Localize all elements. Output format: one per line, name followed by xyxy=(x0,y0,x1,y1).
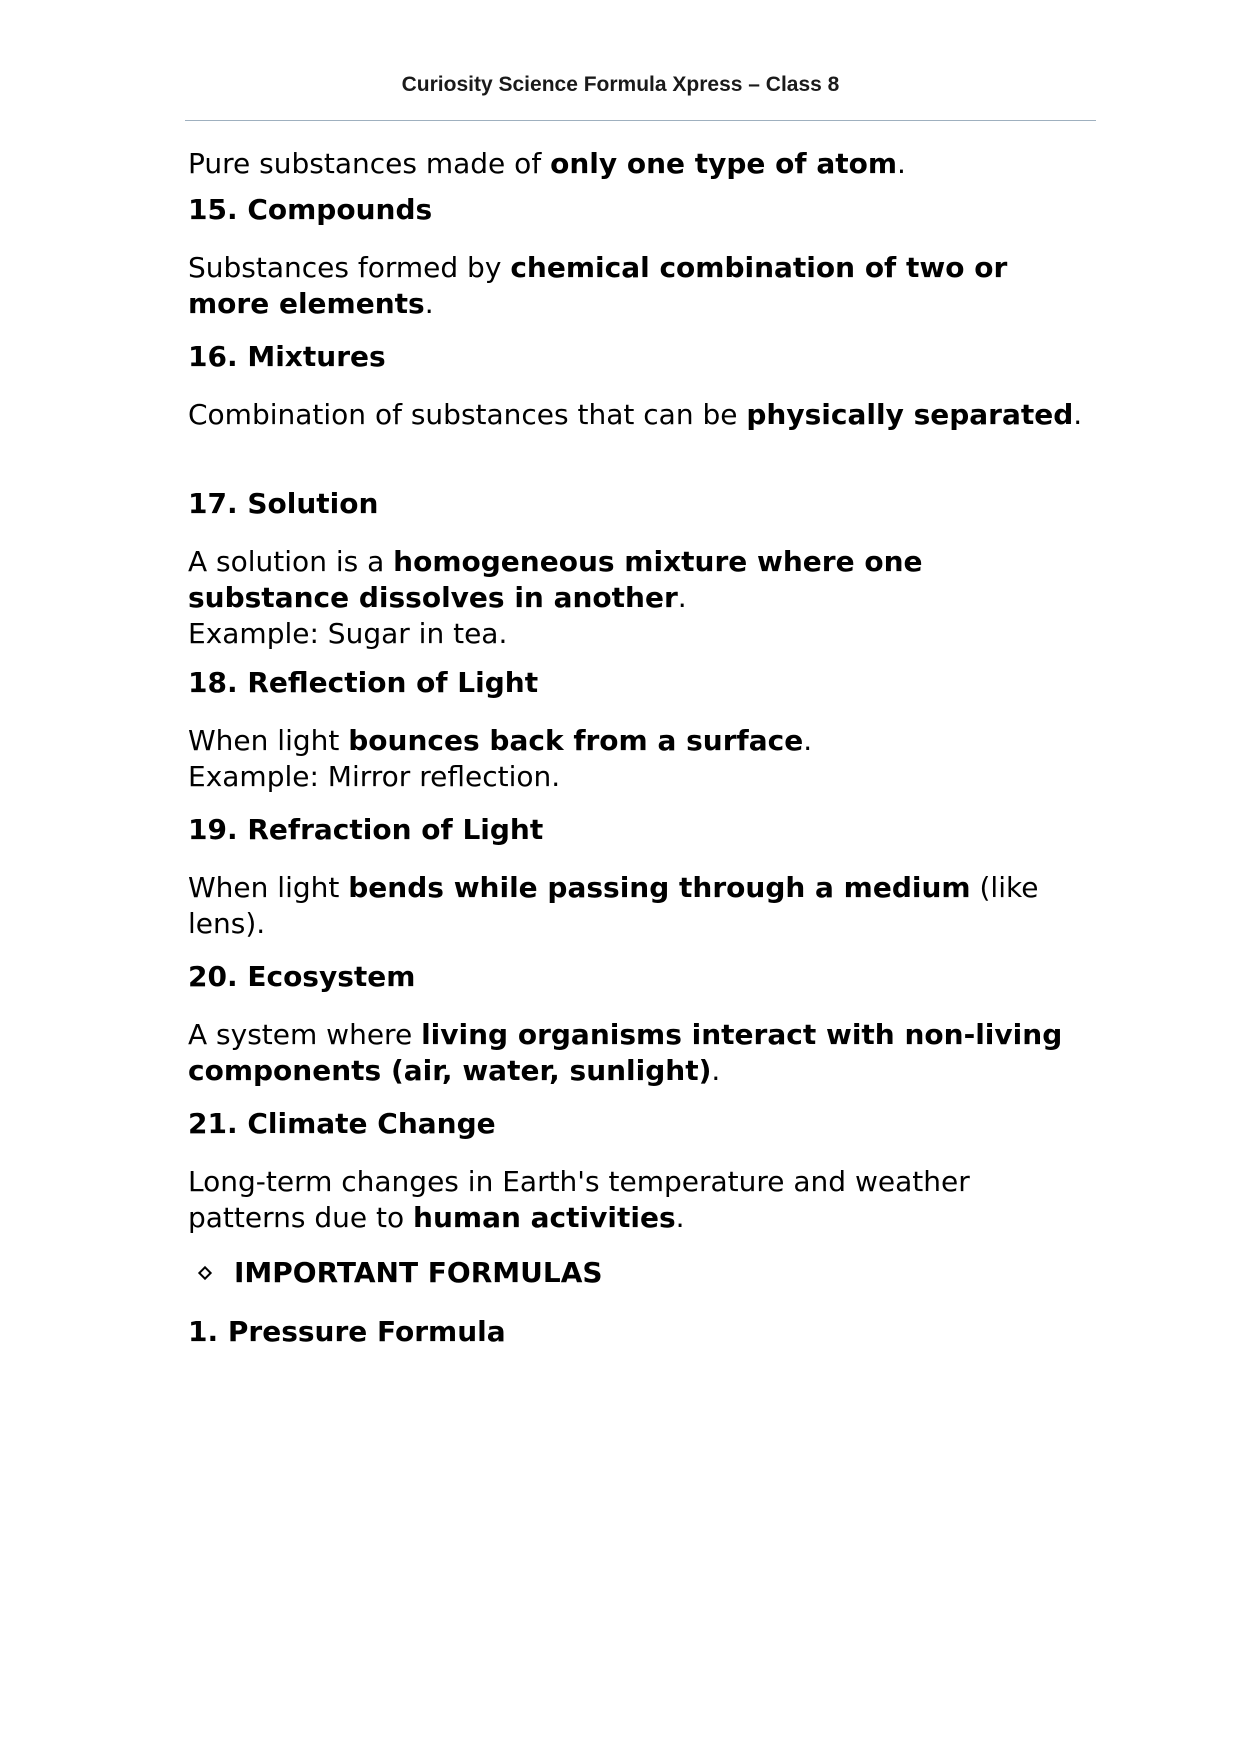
intro-bold: only one type of atom xyxy=(550,147,898,180)
body-end: . xyxy=(803,724,813,757)
header-divider xyxy=(185,120,1096,121)
section-heading: 17. Solution xyxy=(188,487,379,520)
formula-item-heading: 1. Pressure Formula xyxy=(188,1315,506,1348)
body-text: A solution is a xyxy=(188,545,394,578)
section-body xyxy=(188,397,1088,433)
section-body xyxy=(188,1164,1088,1236)
body-text: Substances formed by xyxy=(188,251,511,284)
body-bold: homogeneous mixture where one substance dissolves in another xyxy=(188,545,923,614)
body-text: A system where xyxy=(188,1018,422,1051)
intro-text: Pure substances made of xyxy=(188,147,551,180)
body-text: Combination of substances that can be xyxy=(188,398,747,431)
body-bold: bends while passing through a medium xyxy=(348,871,971,904)
intro-end: . xyxy=(897,147,906,180)
body-bold: human activities xyxy=(413,1201,676,1234)
body-end: . xyxy=(675,1201,685,1234)
section-body xyxy=(188,250,1088,322)
section-body xyxy=(188,1017,1088,1089)
section-body xyxy=(188,723,1088,795)
section-heading: 21. Climate Change xyxy=(188,1107,496,1140)
section-heading: 19. Refraction of Light xyxy=(188,813,544,846)
section-body xyxy=(188,544,1088,652)
body-end: . xyxy=(677,581,687,614)
body-end: (like lens). xyxy=(188,871,1039,940)
section-heading: 20. Ecosystem xyxy=(188,960,416,993)
intro-paragraph xyxy=(188,146,1088,182)
diamond-icon xyxy=(198,1266,212,1280)
example-text: Example: Sugar in tea. xyxy=(188,617,508,650)
section-body xyxy=(188,870,1088,942)
formulas-heading xyxy=(188,1255,1088,1291)
body-end: . xyxy=(424,287,434,320)
section-heading: 16. Mixtures xyxy=(188,340,386,373)
body-bold: physically separated xyxy=(746,398,1074,431)
body-text: When light xyxy=(188,724,349,757)
body-end: . xyxy=(1073,398,1083,431)
section-heading: 18. Reflection of Light xyxy=(188,666,539,699)
body-bold: living organisms interact with non-living components (air, water, sunlight) xyxy=(188,1018,1063,1087)
page-header: Curiosity Science Formula Xpress – Class 8 xyxy=(401,73,840,96)
body-text: Long-term changes in Earth's temperature and weather patterns due to xyxy=(188,1165,970,1234)
example-text: Example: Mirror reflection. xyxy=(188,760,561,793)
body-bold: chemical combination of two or more elements xyxy=(188,251,1008,320)
body-bold: bounces back from a surface xyxy=(348,724,804,757)
body-end: . xyxy=(711,1054,721,1087)
formulas-heading-text: IMPORTANT FORMULAS xyxy=(234,1256,603,1289)
body-text: When light xyxy=(188,871,349,904)
section-heading: 15. Compounds xyxy=(188,193,433,226)
